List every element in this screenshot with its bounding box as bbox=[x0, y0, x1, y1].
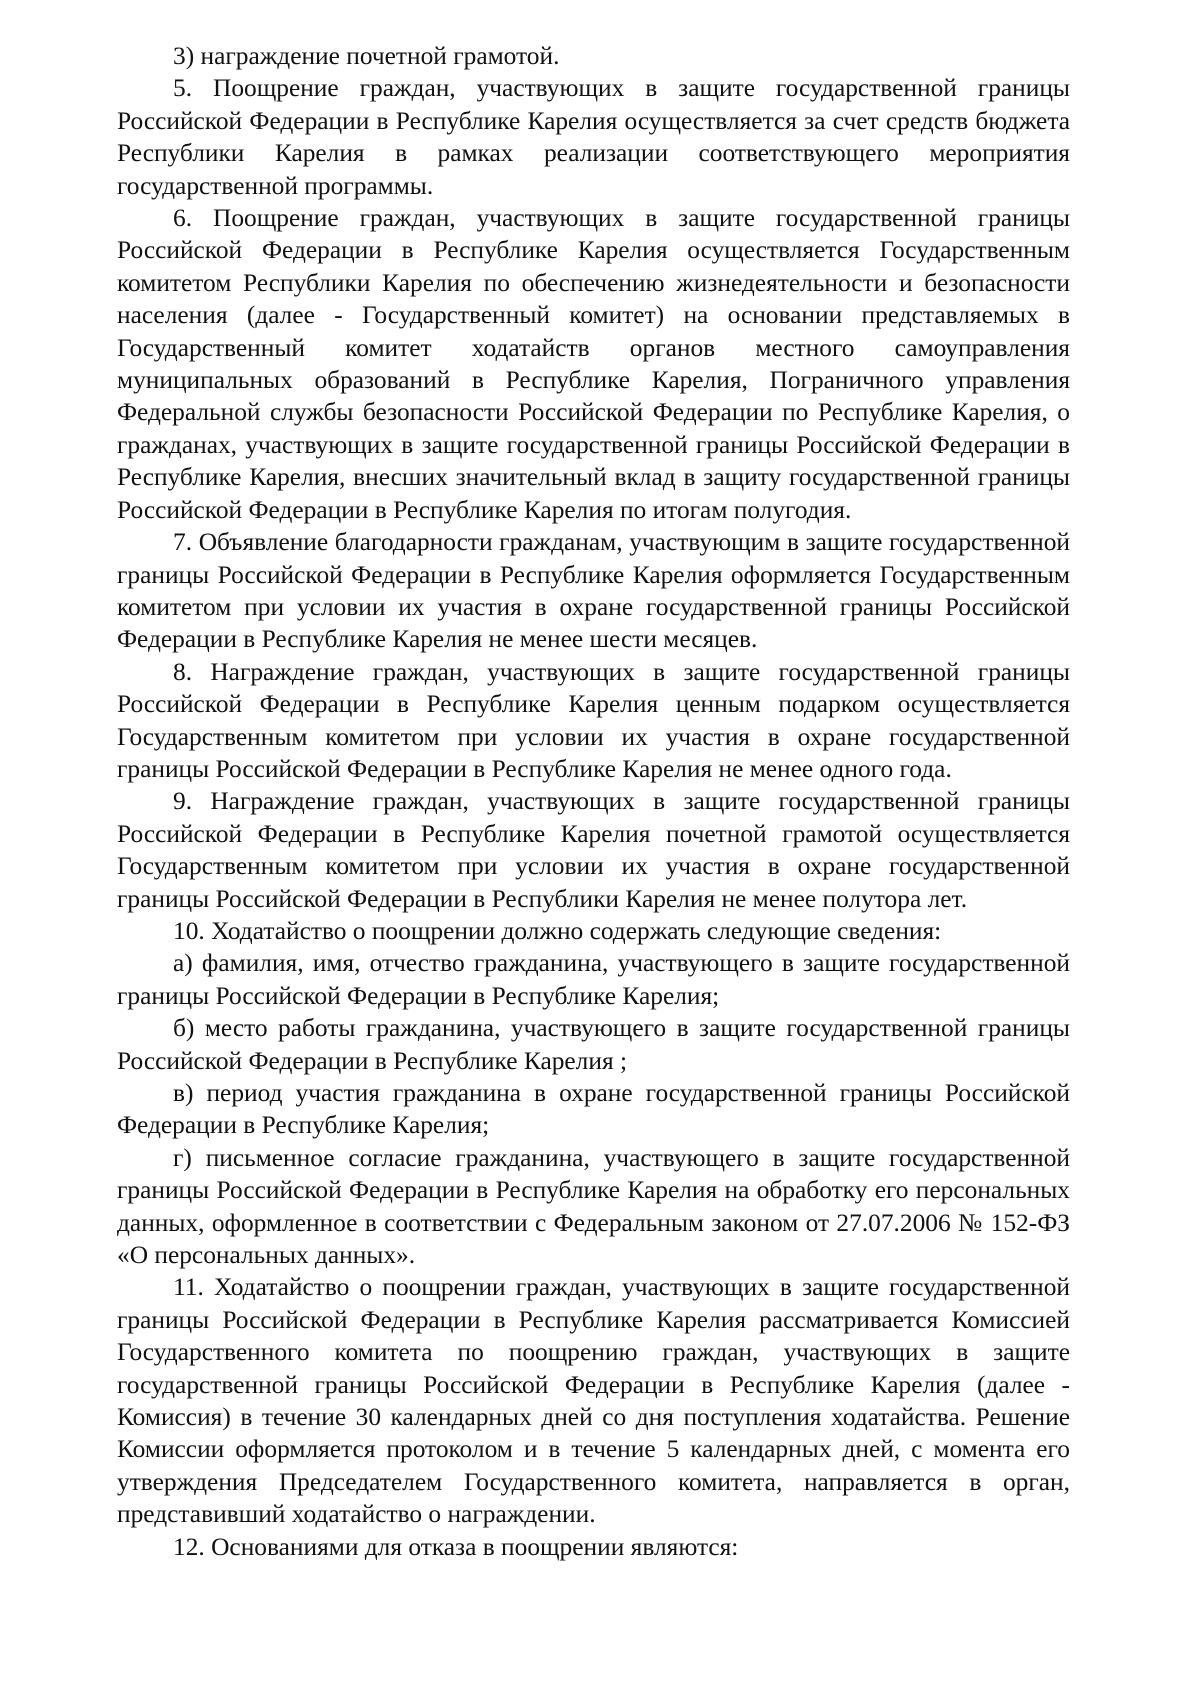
paragraph-9: 9. Награждение граждан, участвующих в защите государственной границы Российской Федерации в Республике Карелия почетной грамотой осуществляется Государственным комитетом при условии их участия в охране государственной границы Российской Федерации в Республики Карелия не менее полутора лет. bbox=[117, 787, 1070, 913]
paragraph-10-a: а) фамилия, имя, отчество гражданина, участвующего в защите государственной границы Российской Федерации в Республике Карелия; bbox=[117, 949, 1070, 1010]
paragraph-12: 12. Основаниями для отказа в поощрении являются: bbox=[173, 1532, 739, 1561]
paragraph-6: 6. Поощрение граждан, участвующих в защите государственной границы Российской Федерации в Республике Карелия осуществляется Государственным комитетом Республики Карелия по обеспечению жизнедеятельности и безопасности населения (далее - Государственный комитет) на основании представляемых в Государственный комитет ходатайств органов местного самоуправления муниципальных образований в Республике Карелия, Пограничного управления Федеральной службы безопасности Российской Федерации по Республике Карелия, о гражданах, участвующих в защите государственной границы Российской Федерации в Республике Карелия, внесших значительный вклад в защиту государственной границы Российской Федерации в Республике Карелия по итогам полугодия. bbox=[117, 204, 1070, 524]
paragraph-7: 7. Объявление благодарности гражданам, участвующим в защите государственной границы Российской Федерации в Республике Карелия оформляется Государственным комитетом при условии их участия в охране государственной границы Российской Федерации в Республике Карелия не менее шести месяцев. bbox=[117, 528, 1070, 654]
paragraph-5: 5. Поощрение граждан, участвующих в защите государственной границы Российской Федерации в Республике Карелия осуществляется за счет средств бюджета Республики Карелия в рамках реализации соответствующего мероприятия государственной программы. bbox=[117, 74, 1070, 200]
paragraph-item-3: 3) награждение почетной грамотой. bbox=[173, 42, 560, 70]
paragraph-11: 11. Ходатайство о поощрении граждан, участвующих в защите государственной границы Российской Федерации в Республике Карелия рассматривается Комиссией Государственного комитета по поощрению граждан, участвующих в защите государственной границы Российской Федерации в Республике Карелия (далее - Комиссия) в течение 30 календарных дней со дня поступления ходатайства. Решение Комиссии оформляется протоколом и в течение 5 календарных дней, с момента его утверждения Председателем Государственного комитета, направляется в орган, представивший ходатайство о награждении. bbox=[117, 1273, 1070, 1529]
paragraph-10: 10. Ходатайство о поощрении должно содержать следующие сведения: bbox=[173, 916, 942, 945]
paragraph-10-v: в) период участия гражданина в охране государственной границы Российской Федерации в Республике Карелия; bbox=[117, 1079, 1070, 1140]
paragraph-10-g: г) письменное согласие гражданина, участвующего в защите государственной границы Российской Федерации в Республике Карелия на обработку его персональных данных, оформленное в соответствии с Федеральным законом от 27.07.2006 № 152-ФЗ «О персональных данных». bbox=[117, 1143, 1070, 1270]
paragraph-10-b: б) место работы гражданина, участвующего в защите государственной границы Российской Федерации в Республике Карелия ; bbox=[117, 1014, 1070, 1075]
paragraph-8: 8. Награждение граждан, участвующих в защите государственной границы Российской Федерации в Республике Карелия ценным подарком осуществляется Государственным комитетом при условии их участия в охране государственной границы Российской Федерации в Республике Карелия не менее одного года. bbox=[117, 657, 1070, 783]
